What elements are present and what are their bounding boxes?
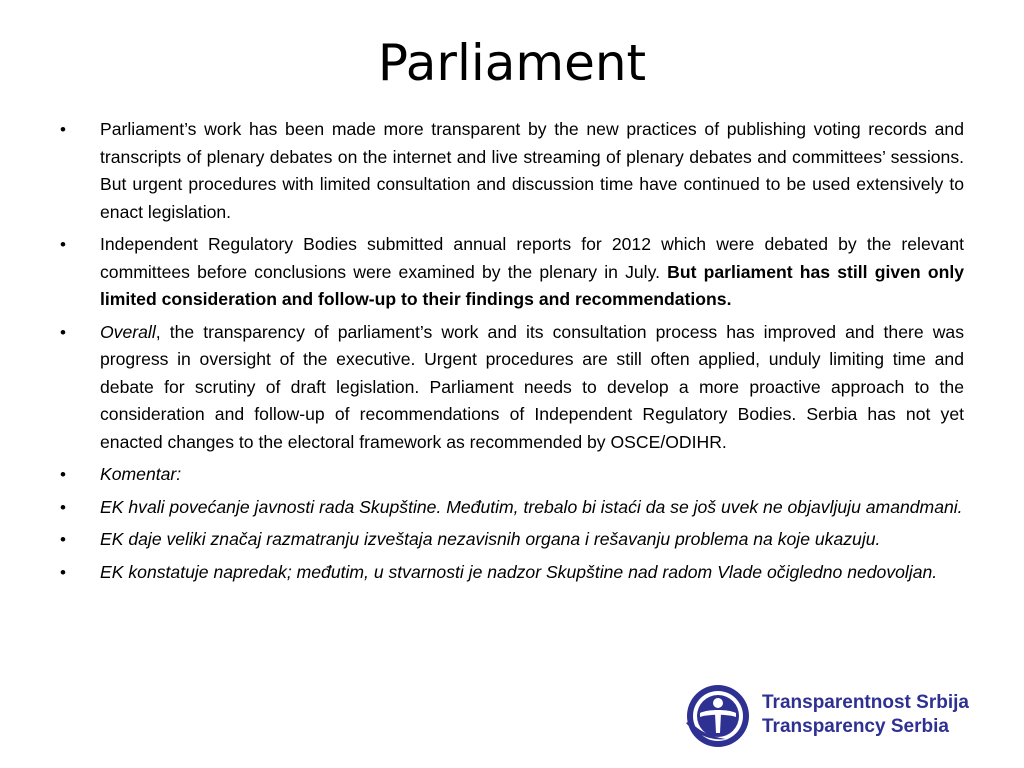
slide-title: Parliament — [377, 34, 647, 92]
bullet-item — [60, 461, 964, 489]
logo-text — [762, 691, 969, 739]
bullet-dot-icon: • — [60, 322, 66, 342]
bullet-text-segment: Independent Regulatory Bodies submitted annual reports for 2012 which were debated by the relevant committees before conclusions were examined by the plenary in July. — [100, 234, 964, 282]
bullet-text-segment: But parliament has still given only limited consideration and follow-up to their findings and recommendations. — [100, 261, 964, 309]
bullet-dot-icon: • — [60, 465, 66, 484]
logo-line-2: Transparency Serbia — [762, 716, 949, 737]
bullet-text-segment: EK daje veliki značaj razmatranju izveštaja nezavisnih organa i rešavanju problema na koje ukazuju. — [100, 529, 881, 549]
bullet-item — [60, 559, 964, 587]
bullet-list — [60, 116, 964, 591]
bullet-dot-icon: • — [60, 562, 66, 582]
bullet-item — [60, 494, 964, 522]
bullet-item — [60, 319, 964, 457]
bullet-text-segment: Overall — [100, 321, 156, 342]
bullet-text-segment: EK konstatuje napredak; međutim, u stvarnosti je nadzor Skupštine nad radom Vlade očigledno nedovoljan. — [100, 561, 938, 582]
logo-line-1: Transparentnost Srbija — [762, 692, 969, 713]
transparency-serbia-logo-icon — [682, 683, 754, 749]
bullet-text-segment: Komentar: — [100, 464, 182, 484]
bullet-item — [60, 231, 964, 314]
transparency-serbia-logo — [682, 683, 1012, 753]
bullet-text-segment: , the transparency of parliament’s work and its consultation process has improved and there was progress in oversight of the executive. Urgent procedures are still often applied, unduly limiting time and debate for scrutiny of draft legislation. Parliament needs to develop a more proactive approach to the consideration and follow-up of recommendations of Independent Regulatory Bodies. Serbia has not yet enacted changes to the electoral framework as recommended by OSCE/ODIHR. — [100, 321, 964, 452]
bullet-dot-icon: • — [60, 235, 66, 254]
bullet-dot-icon: • — [60, 530, 66, 549]
bullet-dot-icon: • — [60, 120, 66, 139]
bullet-item — [60, 526, 964, 554]
bullet-dot-icon: • — [60, 497, 66, 517]
bullet-item — [60, 116, 964, 226]
bullet-text-segment: Parliament’s work has been made more transparent by the new practices of publishing voting records and transcripts of plenary debates on the internet and live streaming of plenary debates and committees’ sessions. But urgent procedures with limited consultation and discussion time have continued to be used extensively to enact legislation. — [100, 119, 964, 222]
bullet-text-segment: EK hvali povećanje javnosti rada Skupštine. Međutim, trebalo bi istaći da se još uvek ne objavljuju amandmani. — [100, 496, 963, 517]
